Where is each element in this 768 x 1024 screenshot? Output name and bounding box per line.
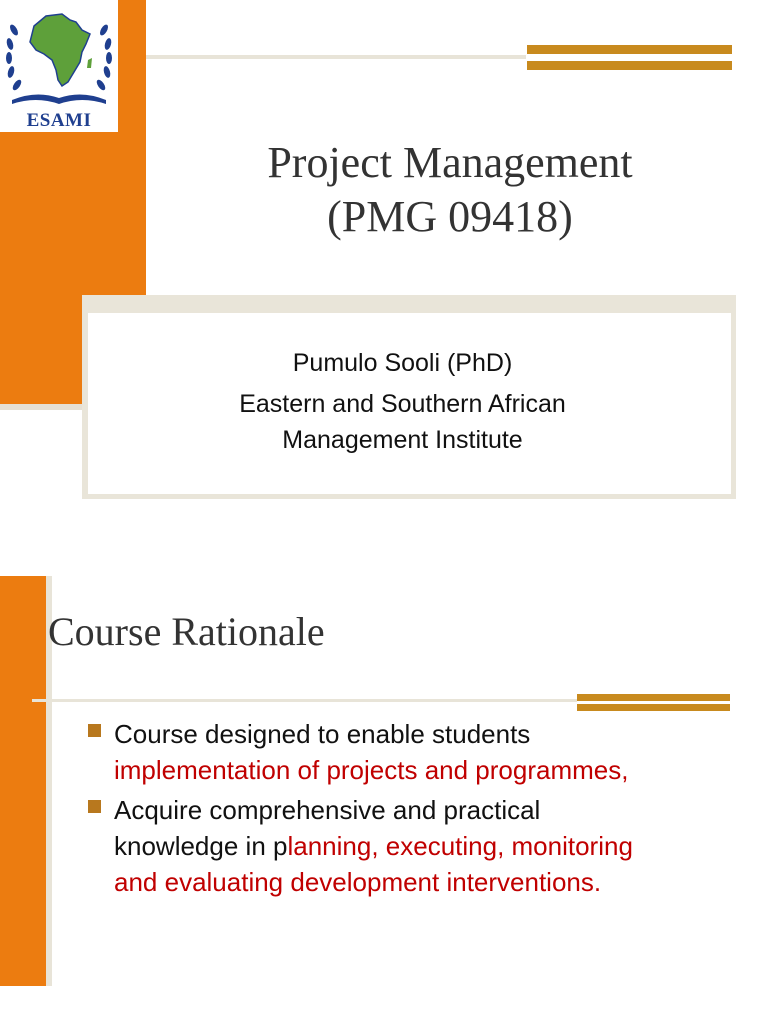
- bullet-2-line-2-black: knowledge in p: [114, 831, 288, 861]
- square-bullet-icon: [88, 800, 101, 813]
- bullet-2-line-2: [114, 828, 633, 864]
- africa-map-icon: [30, 14, 90, 86]
- title-line-2: (PMG 09418): [327, 192, 573, 241]
- header-rule: [146, 55, 526, 59]
- laurel-wreath-icon: [0, 0, 118, 112]
- bullet-1-line-1: Course designed to enable students: [114, 719, 531, 749]
- orange-side-strip: [0, 576, 50, 986]
- institution-line-1: Eastern and Southern African: [239, 390, 566, 418]
- gold-bar-upper: [527, 45, 732, 54]
- bullet-2-line-2-red: lanning, executing, monitoring: [287, 831, 633, 861]
- open-book-icon: [12, 94, 106, 104]
- bullet-1-line-2: implementation of projects and programmes,: [114, 755, 629, 785]
- gold-bar-lower: [577, 704, 730, 711]
- slide-course-rationale: [0, 560, 768, 1024]
- panel-shadow: [0, 404, 84, 410]
- gold-bar-lower: [527, 61, 732, 70]
- esami-logo: [0, 0, 118, 132]
- header-rule: [32, 699, 577, 702]
- presentation-title: [160, 136, 740, 244]
- title-line-1: Project Management: [267, 138, 633, 187]
- gold-bar-upper: [577, 694, 730, 701]
- presenter-name: Pumulo Sooli (PhD): [292, 349, 513, 377]
- logo-text: ESAMI: [26, 110, 92, 131]
- institution-line-2: Management Institute: [282, 426, 523, 454]
- slide-heading: Course Rationale: [48, 609, 325, 654]
- bullet-2-line-1: Acquire comprehensive and practical: [114, 795, 541, 825]
- square-bullet-icon: [88, 724, 101, 737]
- bullet-2-line-3: and evaluating development interventions.: [114, 867, 602, 897]
